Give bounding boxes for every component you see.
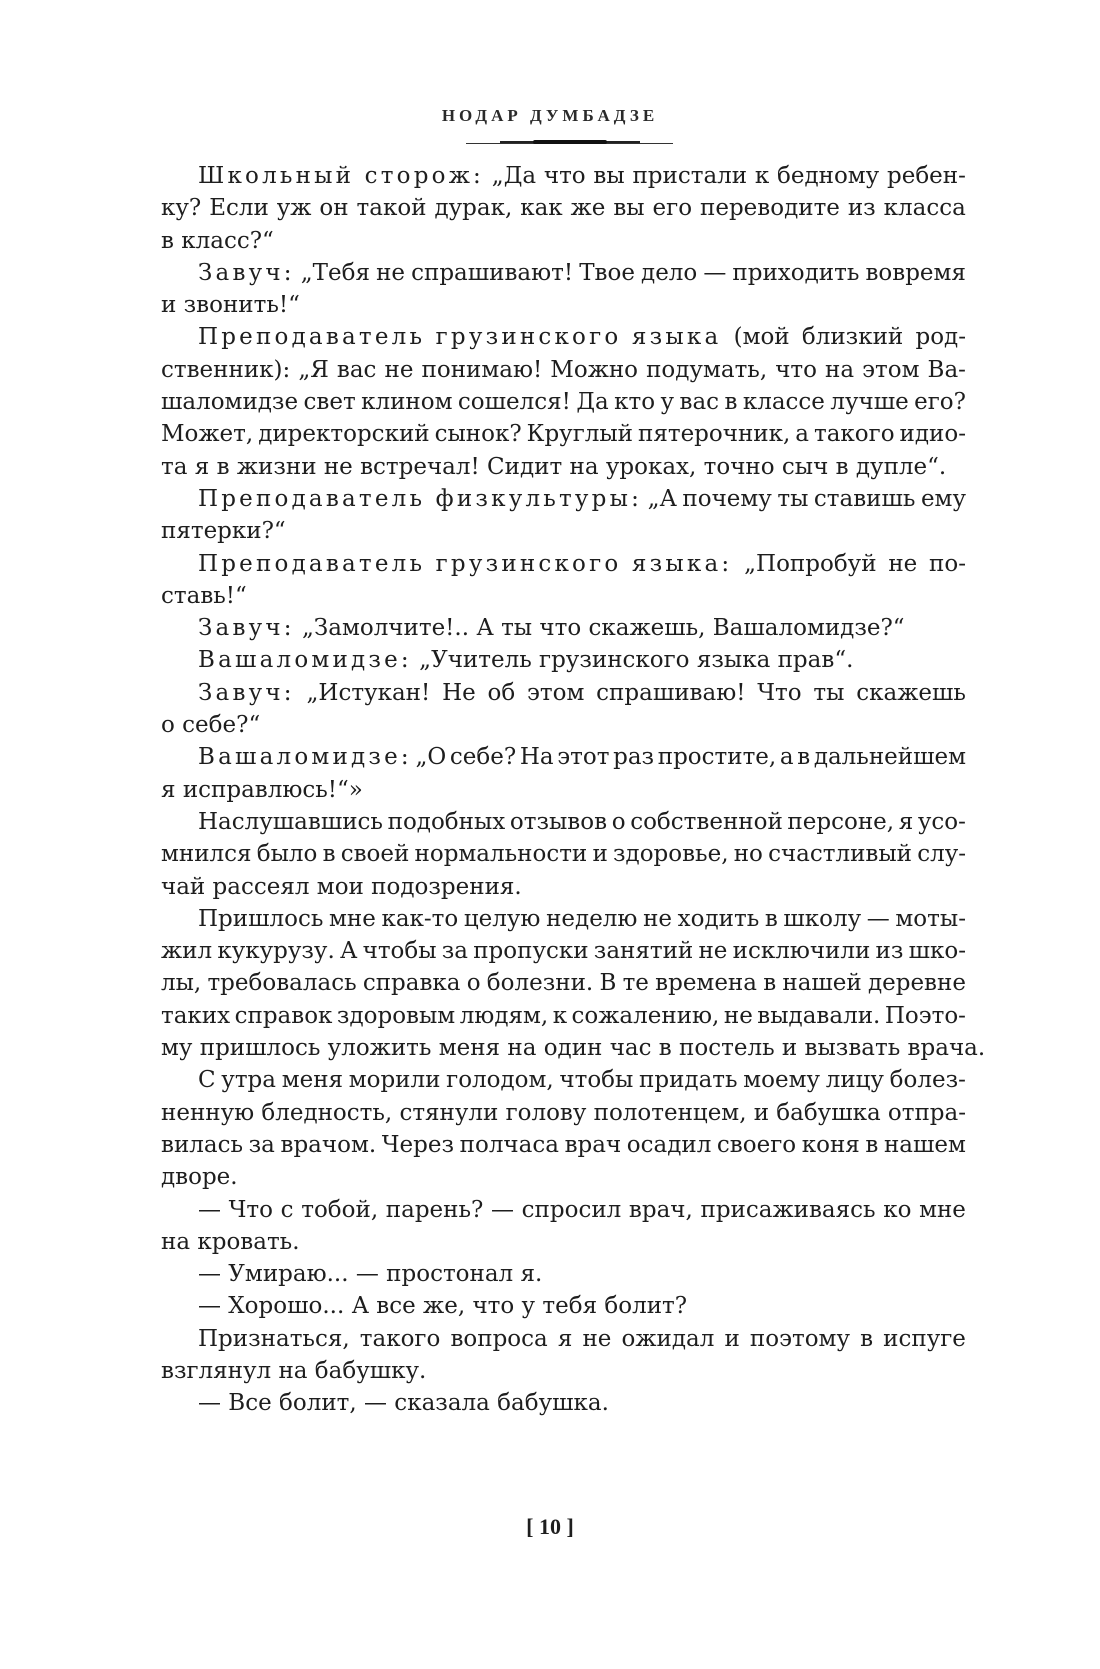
line-text: — Все болит, — сказала бабушка. (198, 1390, 609, 1417)
word: неделю (546, 905, 638, 932)
text-line (161, 225, 966, 257)
text-line (161, 580, 966, 612)
word: Не (442, 679, 476, 706)
word: Круглый (526, 421, 634, 448)
word: из (875, 938, 904, 965)
text-line (161, 806, 966, 838)
word: и (724, 1325, 740, 1352)
speaker-name: Вашаломидзе: (198, 744, 412, 771)
word: Ва- (927, 356, 966, 383)
word: испуге (883, 1325, 966, 1352)
word: Признаться, (198, 1325, 350, 1352)
word: персоне, (787, 808, 895, 835)
word: выдавали. (757, 1002, 881, 1029)
text-line (161, 1290, 966, 1322)
word: моему (743, 1067, 821, 1094)
word: было (256, 841, 318, 868)
text-line (161, 160, 966, 192)
word: Что (757, 679, 802, 706)
word: бабушка (776, 1099, 881, 1126)
word: В (599, 970, 617, 997)
word: ему (920, 485, 966, 512)
text-line (161, 192, 966, 224)
word: а (795, 421, 809, 448)
word: не (643, 905, 673, 932)
word: Что (228, 1196, 274, 1223)
line-text: и звонить!“ (161, 292, 300, 319)
word: парень? (385, 1196, 484, 1223)
word: врач (564, 1131, 622, 1158)
line-text: „Учитель грузинского языка прав“. (411, 647, 854, 674)
word: сынок? (434, 421, 522, 448)
word: тобой, (301, 1196, 379, 1223)
word: чтобы (559, 1067, 634, 1094)
word: „Да (491, 163, 537, 189)
word: Пришлось (198, 905, 324, 932)
text-line (161, 1064, 966, 1096)
text-line (161, 741, 966, 773)
word: бедному (777, 163, 880, 189)
word: в (763, 970, 777, 997)
word: Через (381, 1131, 455, 1158)
text-line (161, 644, 966, 676)
word: моты- (895, 905, 966, 932)
word: болез- (889, 1067, 966, 1094)
text-line (161, 709, 966, 741)
word: людям, (459, 1002, 549, 1029)
text-line (161, 677, 966, 709)
word: ственник): (161, 356, 291, 383)
word: Наслушавшись (198, 808, 383, 835)
word: такой (356, 195, 427, 222)
word: справка (362, 970, 461, 997)
text-line (161, 1129, 966, 1161)
speaker-name: Преподаватель грузинского языка (198, 324, 722, 351)
line-text: я исправлюсь!“» (161, 776, 363, 803)
word: лицу (825, 1067, 884, 1094)
word: что (775, 356, 817, 383)
text-line (161, 289, 966, 321)
word: о (611, 808, 626, 835)
word: не (376, 259, 406, 286)
word: лы, (161, 970, 202, 997)
word: нормальности (414, 841, 588, 868)
word: классе (742, 389, 825, 416)
word: своего (716, 1131, 797, 1158)
word: не (888, 550, 918, 577)
word: по- (929, 550, 966, 577)
text-line (161, 1387, 966, 1419)
word: справок (234, 1002, 333, 1029)
word: „Я (298, 356, 329, 383)
word: Твое (579, 259, 635, 286)
word: в (797, 744, 811, 771)
word: „О (415, 744, 447, 771)
word: сошелся! (457, 389, 571, 416)
line-text: в класс?“ (161, 227, 274, 254)
word: такого (813, 421, 895, 448)
text-line (161, 1194, 966, 1226)
word: „Истукан! (306, 679, 431, 706)
word: дурак, (434, 195, 513, 222)
text-line (161, 1258, 966, 1290)
word: полчаса (459, 1131, 559, 1158)
word: шаломидзе (161, 389, 299, 416)
text-line (161, 386, 966, 418)
word: здоровье, (612, 841, 729, 868)
word: в (865, 1131, 879, 1158)
word: — (491, 1196, 514, 1223)
word: же (570, 195, 606, 222)
line-text: дворе. (161, 1164, 238, 1191)
word: морили (348, 1067, 441, 1094)
word: здоровым (336, 1002, 456, 1029)
word: мне (919, 1196, 966, 1223)
word: поэтому (749, 1325, 850, 1352)
word: о (466, 970, 481, 997)
speaker-name: Преподаватель физкультуры: (198, 485, 643, 512)
word: из (847, 195, 876, 222)
word: этот (557, 744, 610, 771)
word: придать (639, 1067, 738, 1094)
line-text: взглянул на бабушку. (161, 1357, 427, 1384)
header-rule-ornament (533, 140, 607, 144)
word: дело (641, 259, 698, 286)
word: дальнейшем (813, 744, 966, 771)
word: голодом, (446, 1067, 554, 1094)
word: этом (527, 679, 585, 706)
word: стянули (399, 1099, 499, 1126)
line-text: ставь!“ (161, 582, 247, 609)
word: ку? (161, 195, 202, 222)
word: утра (221, 1067, 276, 1094)
word: об (487, 679, 516, 706)
word: скажешь (856, 679, 966, 706)
word: приходить (732, 259, 860, 286)
word: вас (679, 389, 720, 416)
word: вопроса (450, 1325, 548, 1352)
word: не (582, 1325, 612, 1352)
word: деревне (867, 970, 966, 997)
word: к (754, 163, 770, 189)
word: пятерочник, (638, 421, 791, 448)
word: не (384, 356, 414, 383)
word: почему (682, 485, 772, 512)
word: в (724, 389, 738, 416)
word: к (552, 1002, 568, 1029)
word: Может, (161, 421, 254, 448)
word: свет (303, 389, 356, 416)
word: коня (801, 1131, 860, 1158)
word: — (703, 259, 727, 286)
line-text: — Умираю... — простонал я. (198, 1261, 543, 1288)
word: — (198, 1196, 221, 1223)
word: голову (505, 1099, 587, 1126)
word: ставишь (813, 485, 916, 512)
word: „Попробуй (744, 550, 877, 577)
text-line (161, 515, 966, 547)
word: что (543, 163, 586, 189)
word: я (898, 808, 914, 835)
line-text: чай рассеял мои подозрения. (161, 873, 522, 900)
word: но (733, 841, 763, 868)
word: требовалась (207, 970, 357, 997)
word: простите, (657, 744, 777, 771)
word: подумать, (646, 356, 768, 383)
text-line (161, 967, 966, 999)
line-text: та я в жизни не встречал! Сидит на уроках, точно сыч в дупле“. (161, 453, 947, 480)
word: не (698, 938, 728, 965)
word: меня (281, 1067, 344, 1094)
word: вилась (161, 1131, 244, 1158)
word: как (520, 195, 563, 222)
word: своей (340, 841, 410, 868)
text-line (161, 321, 966, 353)
text-line (161, 354, 966, 386)
word: осадил (626, 1131, 712, 1158)
word: усо- (917, 808, 966, 835)
word: за (248, 1131, 275, 1158)
word: отзывов (509, 808, 608, 835)
word: класса (883, 195, 966, 222)
word: чтобы (362, 938, 437, 965)
word: Если (209, 195, 269, 222)
word: времена (655, 970, 757, 997)
word: А (339, 938, 358, 965)
text-line (161, 451, 966, 483)
speaker-name: Завуч: (198, 615, 295, 642)
word: Да (576, 389, 609, 416)
line-text: пятерки?“ (161, 518, 286, 545)
word: переводите (700, 195, 840, 222)
word: „А (647, 485, 677, 512)
word: я (557, 1325, 573, 1352)
word: ты (777, 485, 809, 512)
word: те (622, 970, 649, 997)
text-line (161, 1323, 966, 1355)
word: нашей (782, 970, 862, 997)
word: этом (862, 356, 920, 383)
text-line (161, 1161, 966, 1193)
text-line (161, 418, 966, 450)
word: в (322, 841, 336, 868)
word: себе? (449, 744, 517, 771)
line-text: на кровать. (161, 1228, 300, 1255)
word: в (764, 905, 778, 932)
word: вы (593, 163, 625, 189)
word: собственной (630, 808, 783, 835)
word: близкий (801, 324, 904, 351)
word: присаживаясь (700, 1196, 876, 1223)
word: а (779, 744, 794, 771)
page-number: [ 10 ] (526, 1514, 574, 1539)
word: школу (783, 905, 862, 932)
word: вы (613, 195, 645, 222)
word: на (825, 356, 855, 383)
word: ходить (677, 905, 760, 932)
word: подобных (387, 808, 506, 835)
word: его (652, 195, 693, 222)
word: пристали (632, 163, 748, 189)
line-text: „Замолчите!.. А ты что скажешь, Вашаломидзе?“ (294, 615, 905, 642)
word: идио- (899, 421, 966, 448)
word: ты (813, 679, 845, 706)
word: спрашиваю! (596, 679, 746, 706)
word: ко (883, 1196, 912, 1223)
word: и (753, 1099, 770, 1126)
text-line (161, 871, 966, 903)
word: кто (614, 389, 656, 416)
speaker-name: Вашаломидзе: (198, 647, 412, 674)
word: (мой (733, 324, 790, 351)
word: целую (463, 905, 541, 932)
word: уж (276, 195, 312, 222)
line-text: о себе?“ (161, 712, 261, 739)
speaker-name: Завуч: (198, 259, 295, 286)
word: его? (914, 389, 966, 416)
text-line (161, 1000, 966, 1032)
word: кукурузу. (217, 938, 335, 965)
word: директорский (258, 421, 430, 448)
speaker-name: Завуч: (198, 679, 295, 706)
word: На (519, 744, 554, 771)
text-line (161, 548, 966, 580)
word: счастливый (768, 841, 913, 868)
word: ребен- (887, 163, 966, 189)
word: болезни. (486, 970, 594, 997)
word: как-то (381, 905, 459, 932)
word: мне (328, 905, 376, 932)
text-line (161, 483, 966, 515)
word: раз (613, 744, 655, 771)
word: в (860, 1325, 874, 1352)
word: — (866, 905, 890, 932)
word: сожалению, (571, 1002, 720, 1029)
text-line (161, 1032, 986, 1064)
text-line (161, 838, 966, 870)
speaker-name: Школьный сторож: (198, 163, 485, 189)
text-line (161, 257, 966, 289)
text-line (161, 774, 966, 806)
word: врачом. (280, 1131, 377, 1158)
word: полотенцем, (593, 1099, 747, 1126)
text-line (161, 1355, 966, 1387)
word: отпра- (887, 1099, 966, 1126)
line-text: му пришлось уложить меня на один час в постель и вызвать врача. (161, 1035, 986, 1062)
word: жил (161, 938, 213, 965)
word: и (592, 841, 608, 868)
word: такого (359, 1325, 441, 1352)
word: занятий (593, 938, 694, 965)
text-line (161, 1097, 966, 1129)
word: понимаю! (421, 356, 543, 383)
speaker-name: Преподаватель грузинского языка: (198, 550, 733, 577)
text-line (161, 935, 966, 967)
word: спросил (521, 1196, 622, 1223)
word: таких (161, 1002, 231, 1029)
word: нашем (883, 1131, 966, 1158)
word: слу- (917, 841, 966, 868)
body-text (161, 160, 986, 1420)
word: клином (361, 389, 453, 416)
word: ненную (161, 1099, 255, 1126)
word: вовремя (865, 259, 966, 286)
text-line (161, 612, 966, 644)
word: лучше (830, 389, 909, 416)
line-text: — Хорошо... А все же, что у тебя болит? (198, 1293, 688, 1320)
word: за (441, 938, 469, 965)
word: вас (336, 356, 377, 383)
word: ожидал (621, 1325, 715, 1352)
word: „Тебя (300, 259, 370, 286)
word: с (280, 1196, 294, 1223)
word: Можно (550, 356, 639, 383)
word: С (198, 1067, 216, 1094)
word: врач, (628, 1196, 693, 1223)
word: исключили (732, 938, 871, 965)
word: у (660, 389, 675, 416)
word: мнился (161, 841, 252, 868)
text-line (161, 1226, 966, 1258)
word: бледность, (261, 1099, 393, 1126)
word: пропуски (473, 938, 589, 965)
word: спрашивают! (411, 259, 574, 286)
text-line (161, 903, 966, 935)
word: не (723, 1002, 753, 1029)
word: он (319, 195, 349, 222)
word: род- (915, 324, 966, 351)
word: Поэто- (884, 1002, 966, 1029)
word: шко- (908, 938, 966, 965)
running-head-author: НОДАР ДУМБАДЗЕ (441, 106, 659, 125)
